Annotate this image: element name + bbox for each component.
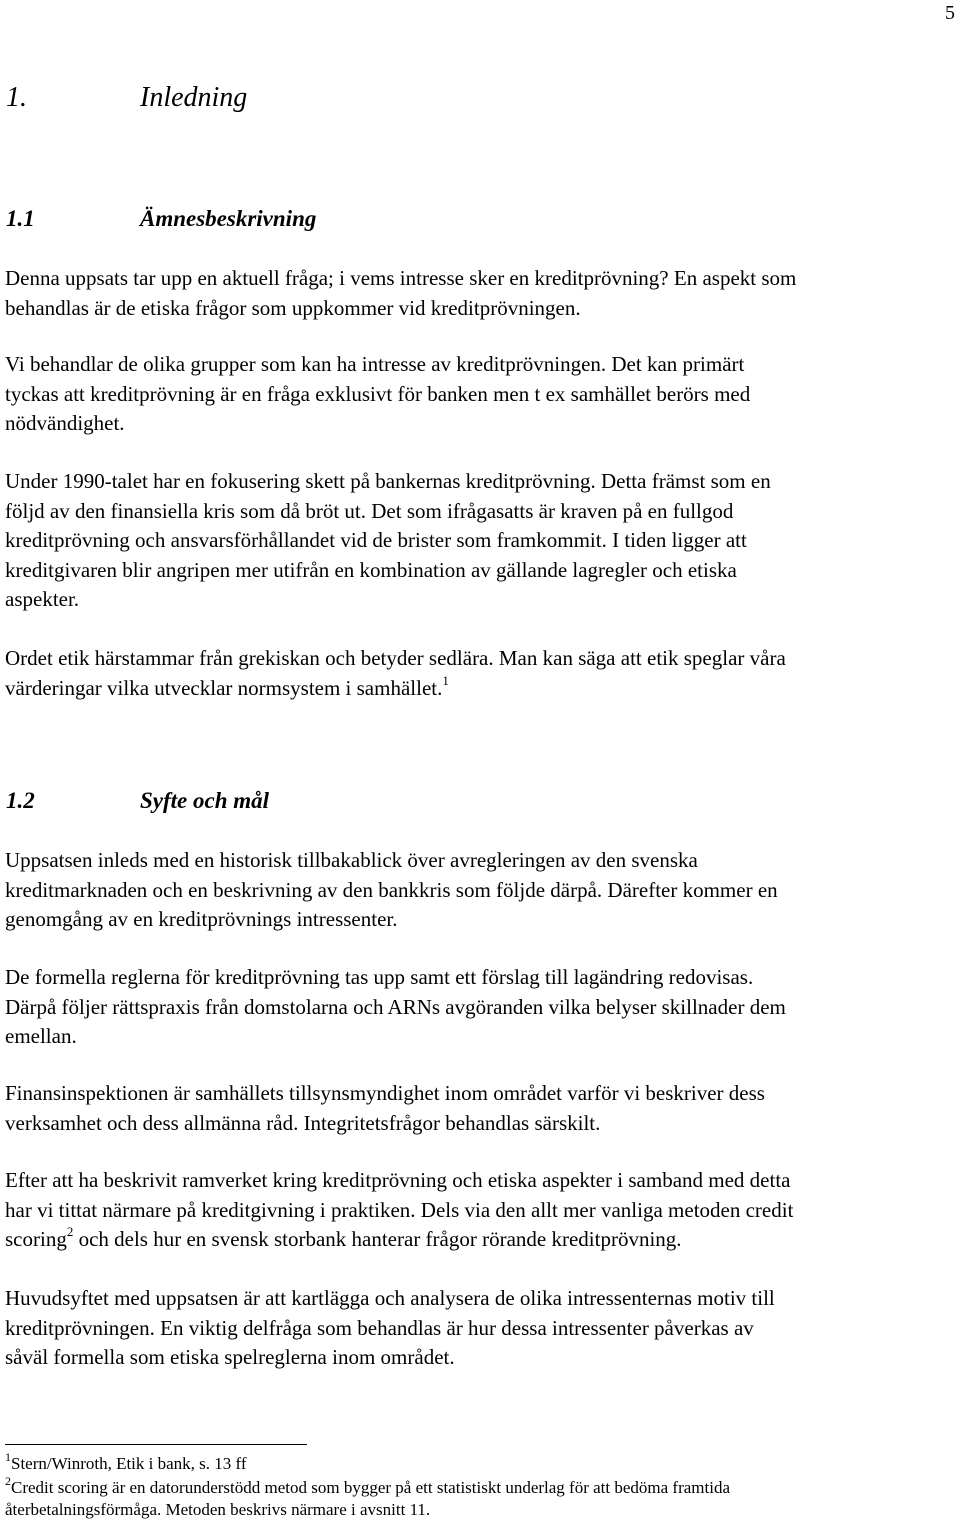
text-line: De formella reglerna för kreditprövning tas upp samt ett förslag till lagändring redovisas. xyxy=(5,965,754,989)
footnote-mark: 2 xyxy=(5,1474,11,1489)
text-line: såväl formella som etiska spelreglerna inom området. xyxy=(5,1345,455,1369)
text-line: Finansinspektionen är samhällets tillsynsmyndighet inom området varför vi beskriver dess xyxy=(5,1081,765,1105)
text-line: tyckas att kreditprövning är en fråga exklusivt för banken men t ex samhället berörs med xyxy=(5,381,751,406)
text-line: aspekter. xyxy=(5,587,80,611)
section-heading-1-1 xyxy=(6,206,316,232)
chapter-title: Inledning xyxy=(140,82,248,113)
text-line: Ordet etik härstammar från grekiskan och betyder sedlära. Man kan säga att etik speglar våra xyxy=(5,646,786,670)
text-line: Denna uppsats tar upp en aktuell fråga; i vems intresse sker en kreditprövning? En aspekt som xyxy=(5,266,797,290)
text-line: genomgång av en kreditprövnings intressenter. xyxy=(5,907,398,931)
text-line: följd av den finansiella kris som då bröt ut. Det som ifrågasatts är kraven på en fullgod xyxy=(5,498,734,523)
section-number: 1.1 xyxy=(6,206,35,231)
paragraph xyxy=(5,846,955,935)
section-title: Syfte och mål xyxy=(140,788,270,813)
footnote-line xyxy=(5,1474,955,1499)
text-line: kreditprövningen. En viktig delfråga som behandlas är hur dessa intressenter påverkas av xyxy=(5,1315,754,1340)
text-line: Huvudsyftet med uppsatsen är att kartlägga och analysera de olika intressenternas motiv till xyxy=(5,1286,775,1310)
text-line: kreditgivaren blir angripen mer utifrån en kombination av gällande lagregler och etiska xyxy=(5,557,737,582)
footnote-text: Credit scoring är en datorunderstödd metod som bygger på ett statistiskt underlag för att bedöma framtida xyxy=(11,1478,731,1497)
text-line: behandlas är de etiska frågor som uppkommer vid kreditprövningen. xyxy=(5,295,581,320)
text-line: verksamhet och dess allmänna råd. Integritetsfrågor behandlas särskilt. xyxy=(5,1110,601,1135)
page-number: 5 xyxy=(945,2,955,24)
text-fragment: och dels hur en svensk storbank hanterar frågor rörande kreditprövning. xyxy=(73,1227,682,1251)
text-line: Vi behandlar de olika grupper som kan ha intresse av kreditprövningen. Det kan primärt xyxy=(5,352,745,376)
footnote-separator xyxy=(5,1444,307,1445)
footnote-line: återbetalningsförmåga. Metoden beskrivs närmare i avsnitt 11. xyxy=(5,1500,431,1519)
text-line: kreditmarknaden och en beskrivning av den bankkris som följde därpå. Därefter kommer en xyxy=(5,877,778,902)
paragraph xyxy=(5,350,955,439)
section-heading-1-2 xyxy=(6,788,269,814)
footnote-reference[interactable]: 2 xyxy=(66,1224,74,1239)
section-number: 1.2 xyxy=(6,788,35,813)
footnote-reference[interactable]: 1 xyxy=(442,672,449,688)
paragraph xyxy=(5,1284,955,1373)
section-title: Ämnesbeskrivning xyxy=(140,206,317,231)
text-line xyxy=(5,674,955,704)
text-fragment: värderingar vilka utvecklar normsystem i samhället. xyxy=(5,675,443,700)
footnote-mark: 1 xyxy=(5,1450,11,1465)
paragraph xyxy=(5,264,955,323)
text-line: kreditprövning och ansvarsförhållandet vid de brister som framkommit. I tiden ligger att xyxy=(5,528,747,552)
text-fragment: scoring xyxy=(5,1227,67,1251)
text-line: Under 1990-talet har en fokusering skett på bankernas kreditprövning. Detta främst som en xyxy=(5,469,771,493)
text-line: Efter att ha beskrivit ramverket kring kreditprövning och etiska aspekter i samband med detta xyxy=(5,1168,791,1192)
paragraph xyxy=(5,644,955,703)
chapter-heading xyxy=(6,82,247,114)
paragraph xyxy=(5,467,955,615)
text-line: emellan. xyxy=(5,1024,77,1048)
chapter-number: 1. xyxy=(6,82,27,113)
text-line: Uppsatsen inleds med en historisk tillbakablick över avregleringen av den svenska xyxy=(5,848,698,872)
paragraph xyxy=(5,1079,955,1138)
paragraph xyxy=(5,1166,955,1255)
footnote-2 xyxy=(5,1455,955,1521)
text-line: har vi tittat närmare på kreditgivning i praktiken. Dels via den allt mer vanliga metoden credit xyxy=(5,1197,794,1222)
footnote-text: Stern/Winroth, Etik i bank, s. 13 ff xyxy=(11,1454,247,1473)
text-line xyxy=(5,1225,955,1255)
text-line: nödvändighet. xyxy=(5,411,125,435)
text-line: Därpå följer rättspraxis från domstolarna och ARNs avgöranden vilka belyser skillnader dem xyxy=(5,994,786,1019)
paragraph xyxy=(5,963,955,1052)
